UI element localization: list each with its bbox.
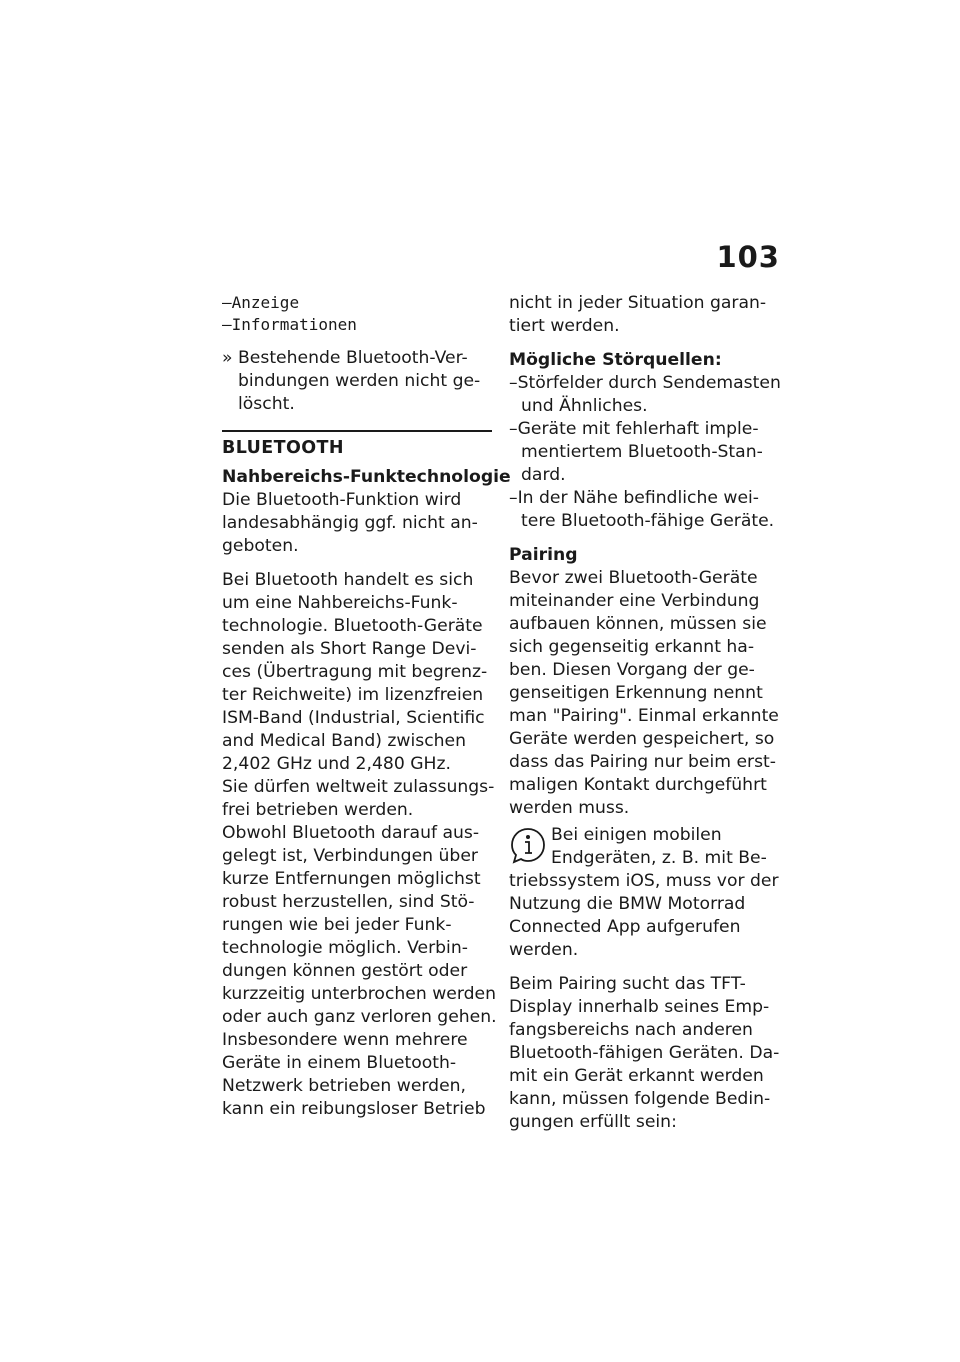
- info-note: [509, 824, 779, 962]
- list-line: und Ähnliches.: [521, 396, 648, 416]
- text-line: man "Pairing". Einmal erkannte: [509, 706, 779, 726]
- result-arrow-icon: »: [222, 348, 233, 368]
- text-line: gungen erfüllt sein:: [509, 1112, 677, 1132]
- text-line: ben. Diesen Vorgang der ge-: [509, 660, 755, 680]
- text-line: rungen wie bei jeder Funk-: [222, 915, 452, 935]
- text-line: werden muss.: [509, 798, 630, 818]
- text-line: Die Bluetooth-Funktion wird: [222, 490, 462, 510]
- text-line: landesabhängig ggf. nicht an-: [222, 513, 478, 533]
- list-item: [509, 487, 779, 533]
- list-line: –In der Nähe befindliche wei-: [509, 488, 760, 508]
- interference-list: [509, 372, 779, 533]
- text-line: ISM-Band (Industrial, Scientific: [222, 708, 485, 728]
- text-line: and Medical Band) zwischen: [222, 731, 467, 751]
- text-line: Display innerhalb seines Emp-: [509, 997, 770, 1017]
- text-line: kurzzeitig unterbrochen werden: [222, 984, 496, 1004]
- text-line: ter Reichweite) im lizenzfreien: [222, 685, 484, 705]
- text-line: frei betrieben werden.: [222, 800, 414, 820]
- bullet-line: löscht.: [238, 394, 295, 414]
- text-line: um eine Nahbereichs-Funk-: [222, 593, 458, 613]
- info-line: Connected App aufgerufen: [509, 917, 741, 937]
- list-item: [509, 372, 779, 418]
- list-line-text: Störfelder durch Sendemasten: [517, 373, 781, 393]
- menu-item: –Anzeige: [222, 293, 300, 312]
- text-line: Bevor zwei Bluetooth-Geräte: [509, 568, 758, 588]
- text-line: aufbauen können, müssen sie: [509, 614, 767, 634]
- text-line: mit ein Gerät erkannt werden: [509, 1066, 764, 1086]
- text-line: tiert werden.: [509, 316, 620, 336]
- list-line: dard.: [521, 465, 566, 485]
- text-line: ces (Übertragung mit begrenz-: [222, 662, 488, 682]
- text-line: fangsbereichs nach anderen: [509, 1020, 753, 1040]
- text-line: sich gegenseitig erkannt ha-: [509, 637, 755, 657]
- text-line: technologie. Bluetooth-Geräte: [222, 616, 483, 636]
- list-line-text: Geräte mit fehlerhaft imple-: [517, 419, 759, 439]
- section-title: BLUETOOTH: [222, 438, 344, 458]
- text-line: geboten.: [222, 536, 299, 556]
- info-line: werden.: [509, 940, 579, 960]
- paragraph: [222, 569, 497, 1121]
- text-line: dungen können gestört oder: [222, 961, 468, 981]
- info-line: Nutzung die BMW Motorrad: [509, 894, 746, 914]
- text-line: Bluetooth-fähigen Geräten. Da-: [509, 1043, 780, 1063]
- subheading: Nahbereichs-Funktechnologie: [222, 467, 511, 487]
- text-line: dass das Pairing nur beim erst-: [509, 752, 777, 772]
- subheading: Mögliche Störquellen:: [509, 350, 722, 370]
- bullet-line: Bestehende Bluetooth-Ver-: [238, 348, 468, 368]
- text-line: Bei Bluetooth handelt es sich: [222, 570, 474, 590]
- text-line: kurze Entfernungen möglichst: [222, 869, 481, 889]
- text-line: Obwohl Bluetooth darauf aus-: [222, 823, 480, 843]
- text-line: oder auch ganz verloren gehen.: [222, 1007, 497, 1027]
- list-line: –Störfelder durch Sendemasten: [509, 373, 781, 393]
- text-line: kann, müssen folgende Bedin-: [509, 1089, 771, 1109]
- text-line: miteinander eine Verbindung: [509, 591, 760, 611]
- text-line: 2,402 GHz und 2,480 GHz.: [222, 754, 451, 774]
- text-line: genseitigen Erkennung nennt: [509, 683, 763, 703]
- menu-path: [222, 292, 492, 336]
- paragraph: [509, 973, 779, 1134]
- list-line-text: In der Nähe befindliche wei-: [517, 488, 760, 508]
- info-line: Endgeräten, z. B. mit Be-: [551, 848, 767, 868]
- page-number: 103: [716, 240, 780, 274]
- text-line: technologie möglich. Verbin-: [222, 938, 468, 958]
- list-line: tere Bluetooth-fähige Geräte.: [521, 511, 775, 531]
- menu-item-label: Anzeige: [231, 293, 300, 312]
- list-line: mentiertem Bluetooth-Stan-: [521, 442, 763, 462]
- text-line: Geräte werden gespeichert, so: [509, 729, 775, 749]
- text-line: Insbesondere wenn mehrere: [222, 1030, 468, 1050]
- text-line: Sie dürfen weltweit zulassungs-: [222, 777, 495, 797]
- section-divider: [222, 430, 492, 432]
- text-line: maligen Kontakt durchgeführt: [509, 775, 767, 795]
- subheading: Pairing: [509, 545, 578, 565]
- paragraph: [509, 292, 779, 338]
- left-column: [222, 292, 511, 1121]
- info-line: Bei einigen mobilen: [551, 825, 722, 845]
- text-line: nicht in jeder Situation garan-: [509, 293, 767, 313]
- info-icon: [509, 826, 547, 864]
- text-line: Beim Pairing sucht das TFT-: [509, 974, 746, 994]
- text-line: gelegt ist, Verbindungen über: [222, 846, 478, 866]
- result-bullet: [222, 347, 492, 416]
- text-line: kann ein reibungsloser Betrieb: [222, 1099, 486, 1119]
- list-line: –Geräte mit fehlerhaft imple-: [509, 419, 759, 439]
- menu-item-label: Informationen: [231, 315, 357, 334]
- bullet-line: bindungen werden nicht ge-: [238, 371, 481, 391]
- paragraph: [222, 489, 492, 558]
- menu-item: –Informationen: [222, 315, 357, 334]
- text-line: Netzwerk betrieben werden,: [222, 1076, 467, 1096]
- paragraph: [509, 567, 779, 820]
- text-line: senden als Short Range Devi-: [222, 639, 477, 659]
- info-line: triebssystem iOS, muss vor der: [509, 871, 779, 891]
- text-line: Geräte in einem Bluetooth-: [222, 1053, 457, 1073]
- right-column: [509, 292, 779, 1134]
- text-line: robust herzustellen, sind Stö-: [222, 892, 475, 912]
- list-item: [509, 418, 779, 487]
